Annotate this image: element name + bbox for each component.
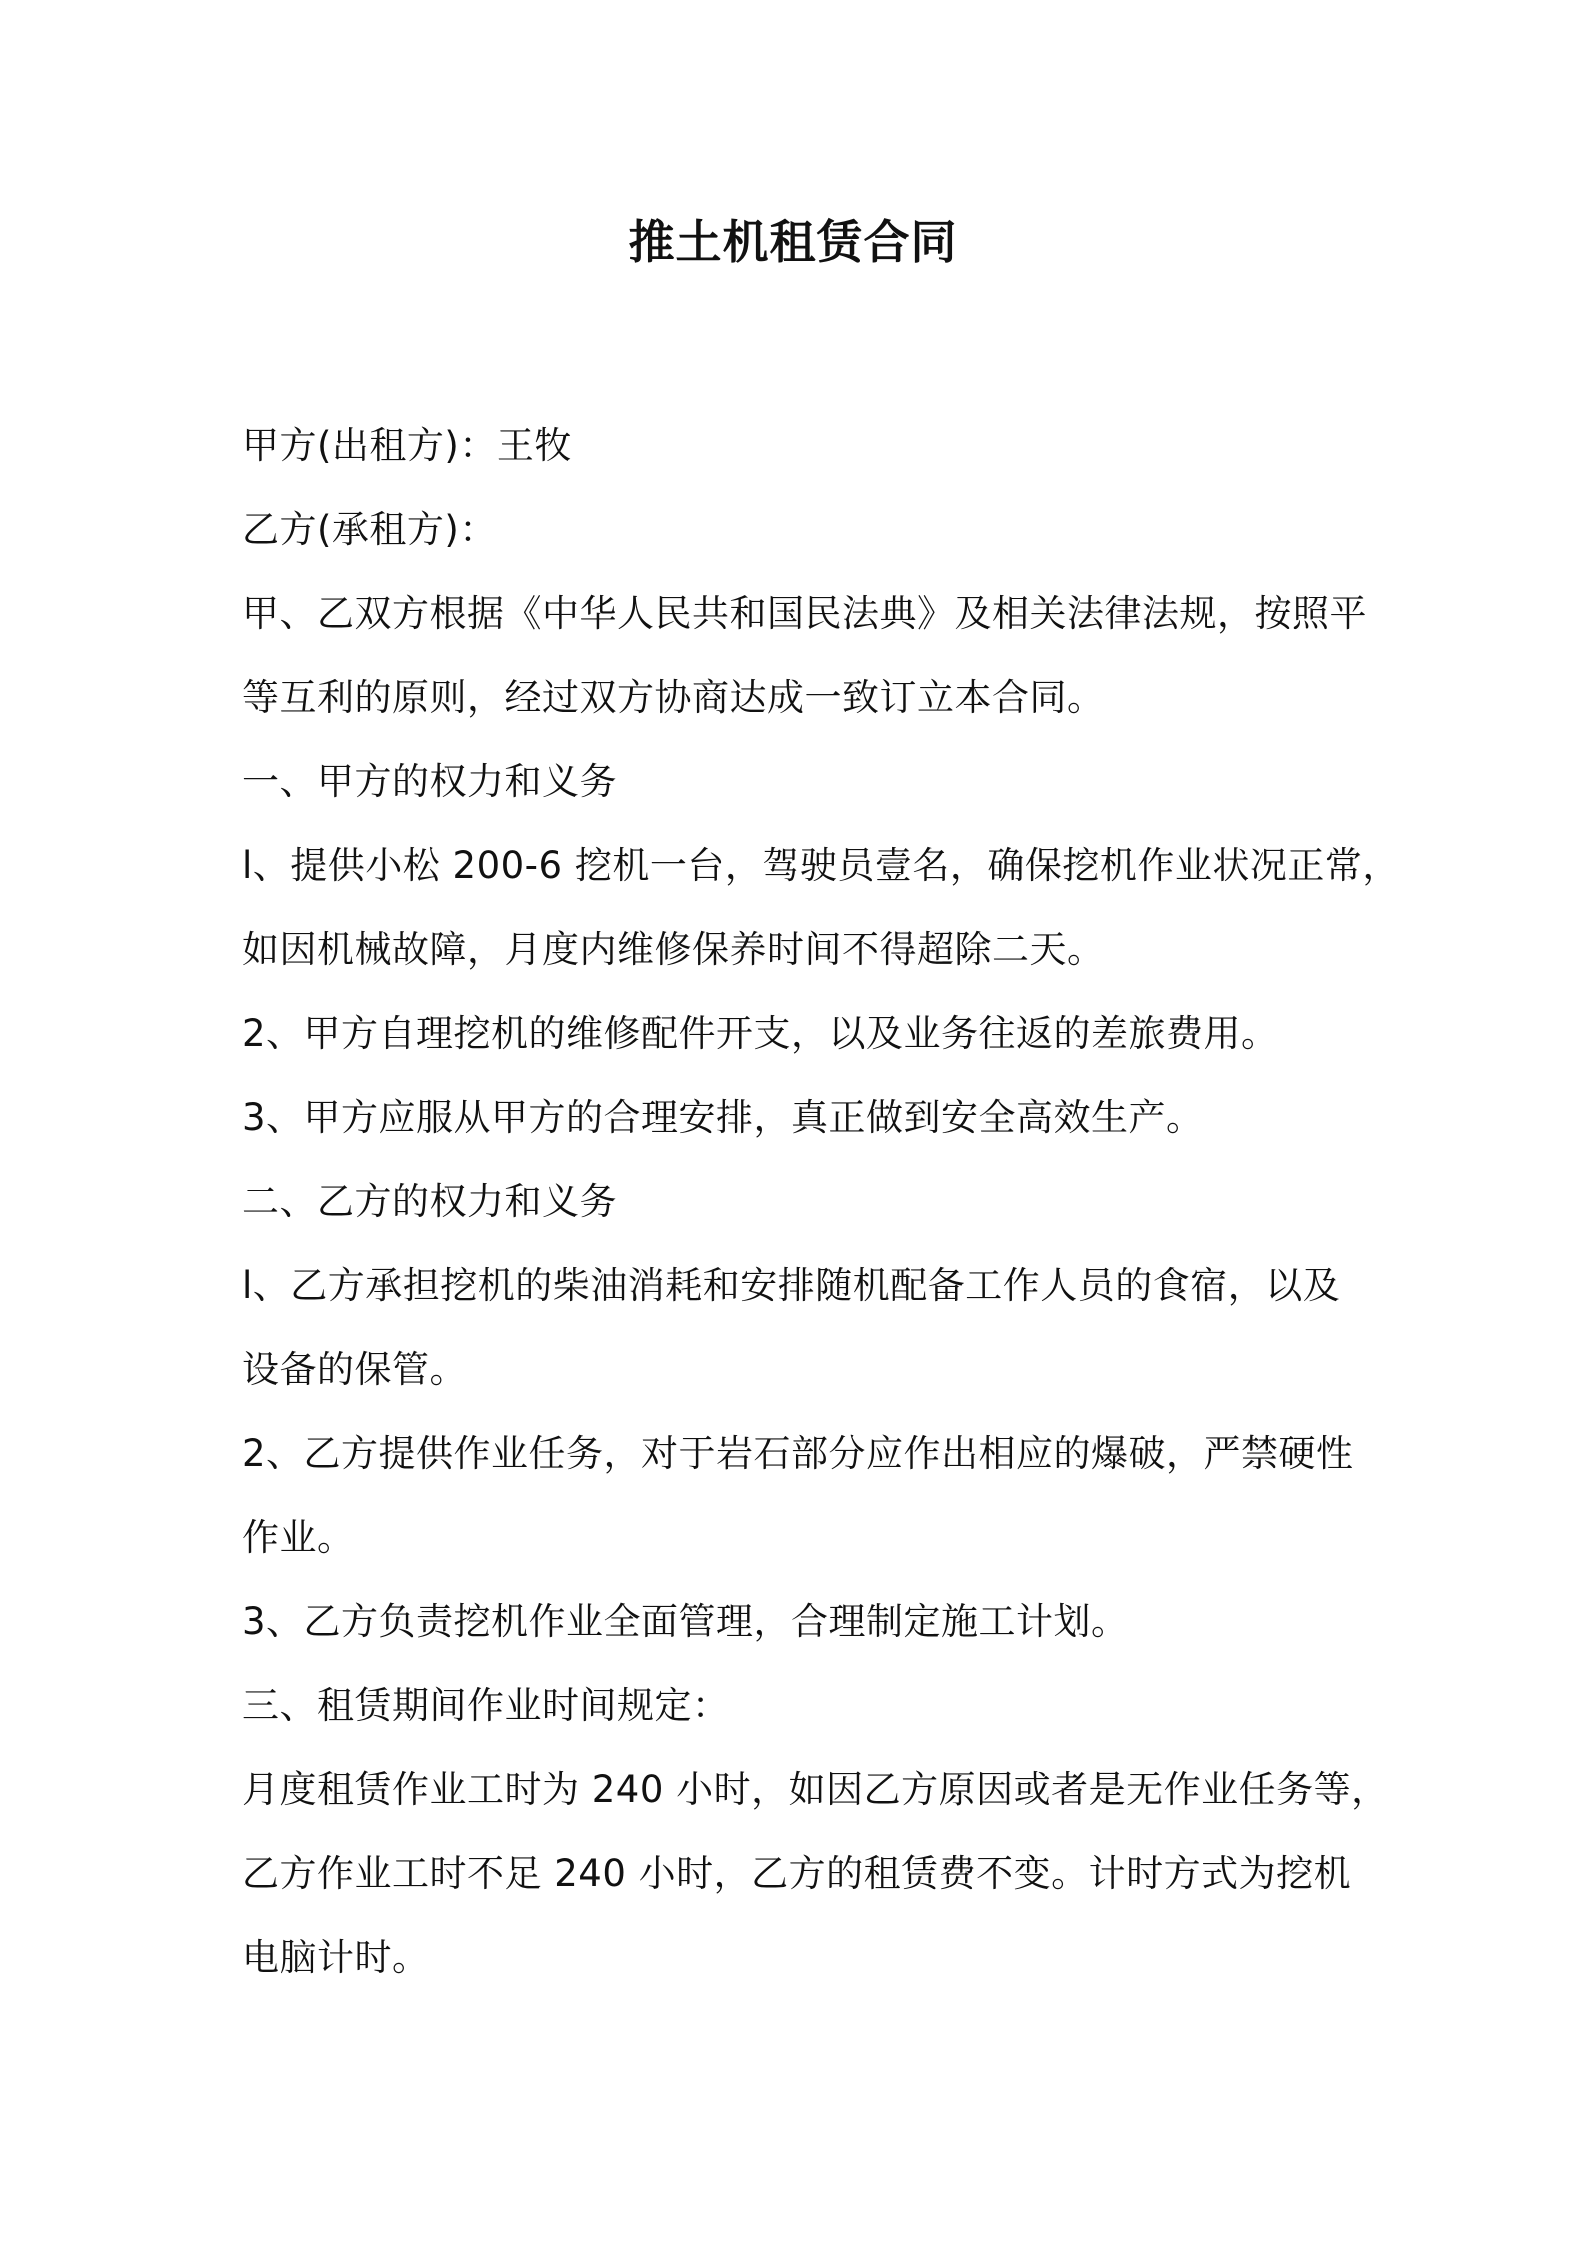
section-3-heading: 三、租赁期间作业时间规定：	[242, 1684, 730, 1727]
preamble-line-1: 甲、乙双方根据《中华人民共和国民法典》及相关法律法规，按照平	[242, 592, 1367, 635]
preamble-line-2: 等互利的原则，经过双方协商达成一致订立本合同。	[242, 676, 1105, 719]
section-1-clause-2: 2、甲方自理挖机的维修配件开支，以及业务往返的差旅费用。	[242, 1012, 1279, 1055]
section-2-clause-1-line-2: 设备的保管。	[242, 1348, 467, 1391]
section-3-text-line-3: 电脑计时。	[242, 1936, 430, 1979]
section-2-clause-2-line-2: 作业。	[242, 1516, 355, 1559]
section-3-text-line-2: 乙方作业工时不足 240 小时，乙方的租赁费不变。计时方式为挖机	[242, 1852, 1352, 1895]
section-1-clause-1-line-1: l、提供小松 200-6 挖机一台，驾驶员壹名，确保挖机作业状况正常，	[242, 844, 1400, 887]
document-title: 推土机租赁合同	[628, 215, 958, 269]
party-b-line: 乙方(承租方)：	[242, 508, 497, 551]
section-2-clause-2-line-1: 2、乙方提供作业任务，对于岩石部分应作出相应的爆破，严禁硬性	[242, 1432, 1354, 1475]
section-2-clause-1-line-1: l、乙方承担挖机的柴油消耗和安排随机配备工作人员的食宿，以及	[242, 1264, 1341, 1307]
section-1-heading: 一、甲方的权力和义务	[242, 760, 617, 803]
section-2-clause-3: 3、乙方负责挖机作业全面管理，合理制定施工计划。	[242, 1600, 1129, 1643]
section-1-clause-3: 3、甲方应服从甲方的合理安排，真正做到安全高效生产。	[242, 1096, 1204, 1139]
section-1-clause-1-line-2: 如因机械故障，月度内维修保养时间不得超除二天。	[242, 928, 1105, 971]
section-2-heading: 二、乙方的权力和义务	[242, 1180, 617, 1223]
party-a-line: 甲方(出租方)：王牧	[242, 424, 572, 467]
document-body	[242, 404, 1400, 2000]
section-3-text-line-1: 月度租赁作业工时为 240 小时，如因乙方原因或者是无作业任务等，	[242, 1768, 1389, 1811]
